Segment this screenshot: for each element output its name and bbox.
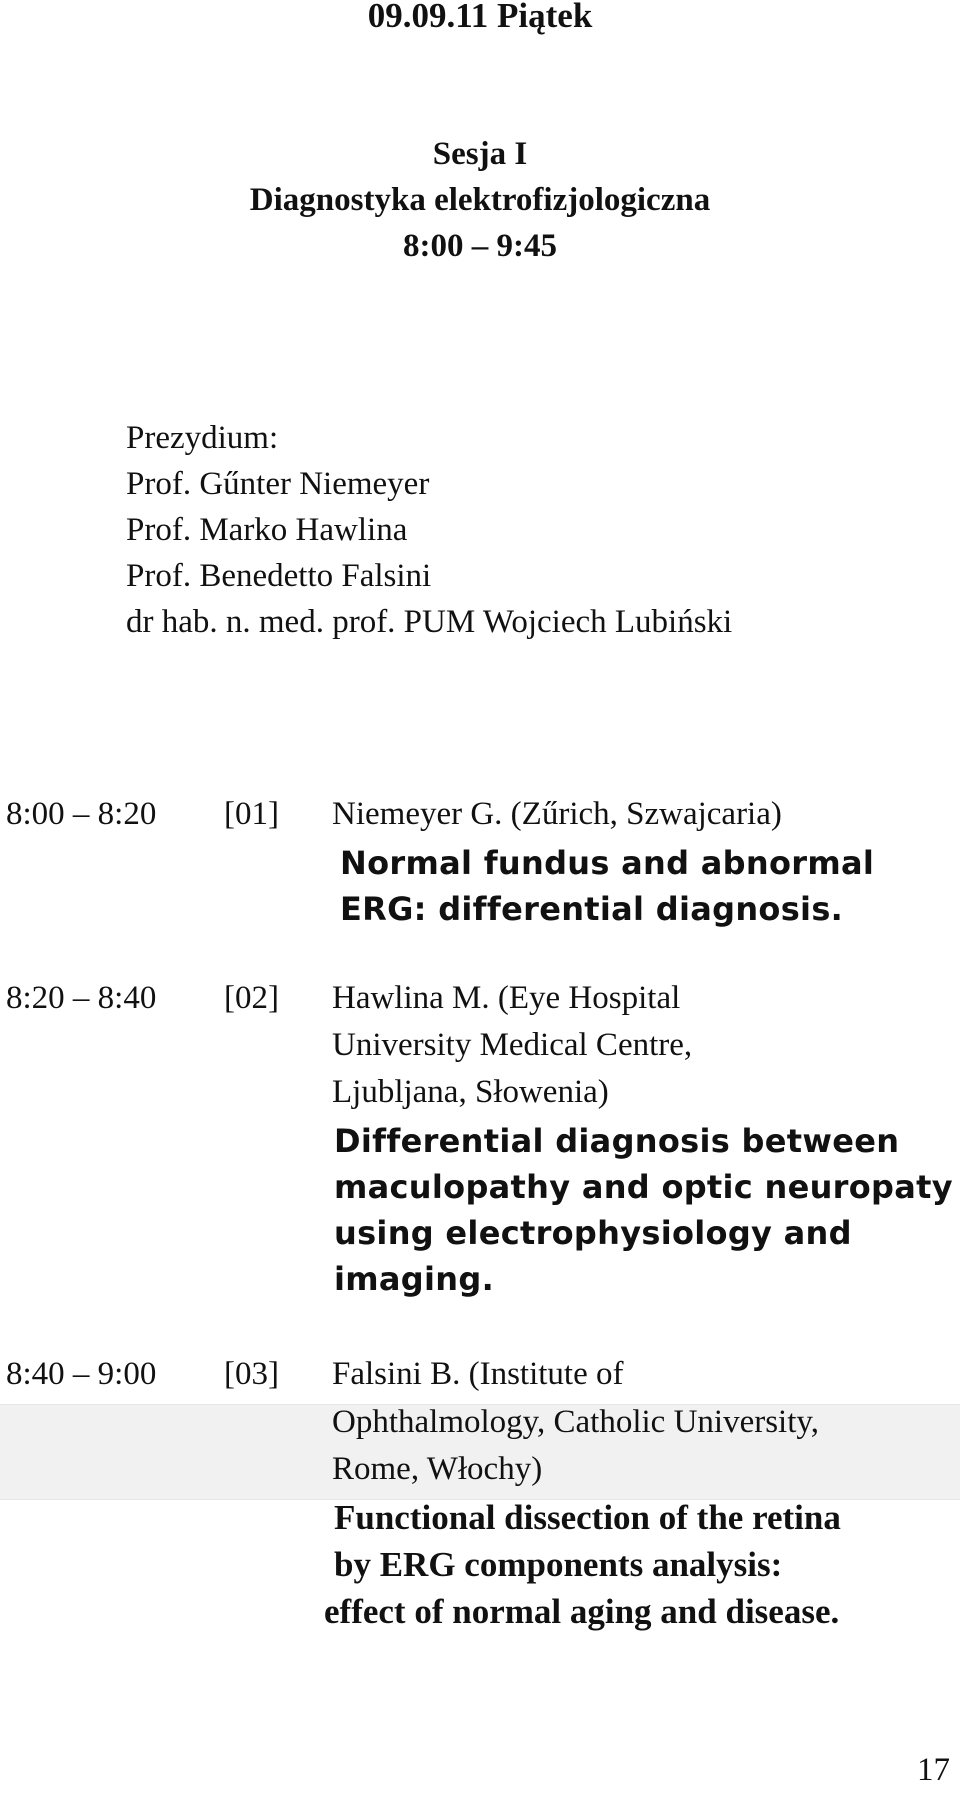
talk-author: Falsini B. (Institute of [332, 1356, 624, 1392]
talk-title: maculopathy and optic neuropaty [334, 1168, 953, 1206]
talk-title: using electrophysiology and [334, 1214, 852, 1252]
talk-title: ERG: differential diagnosis. [340, 890, 844, 928]
talk-title: Normal fundus and abnormal [340, 844, 875, 882]
session-time: 8:00 – 9:45 [403, 228, 557, 264]
talk-title: imaging. [334, 1260, 495, 1298]
talk-title: Differential diagnosis between [334, 1122, 900, 1160]
talk-time: 8:20 – 8:40 [6, 980, 157, 1016]
presidium-member: dr hab. n. med. prof. PUM Wojciech Lubiński [126, 604, 733, 640]
talk-title: Functional dissection of the retina [334, 1498, 841, 1537]
presidium-member: Prof. Gűnter Niemeyer [126, 466, 430, 502]
day-heading: 09.09.11 Piątek [367, 0, 593, 35]
talk-author: Rome, Włochy) [332, 1451, 543, 1487]
talk-code: [02] [224, 980, 279, 1016]
page-number: 17 [917, 1752, 950, 1788]
presidium-label: Prezydium: [126, 420, 279, 456]
presidium-member: Prof. Marko Hawlina [126, 512, 408, 548]
presidium-member: Prof. Benedetto Falsini [126, 558, 432, 594]
talk-time: 8:40 – 9:00 [6, 1356, 157, 1392]
talk-code: [03] [224, 1356, 279, 1392]
session-topic: Diagnostyka elektrofizjologiczna [249, 182, 711, 218]
talk-code: [01] [224, 796, 279, 832]
talk-author: Hawlina M. (Eye Hospital [332, 980, 681, 1016]
session-name: Sesja I [432, 136, 528, 172]
talk-author: Ophthalmology, Catholic University, [332, 1404, 819, 1440]
talk-time: 8:00 – 8:20 [6, 796, 157, 832]
talk-title: by ERG components analysis: [334, 1545, 783, 1584]
talk-author: Ljubljana, Słowenia) [332, 1074, 609, 1110]
talk-title: effect of normal aging and disease. [324, 1592, 840, 1631]
talk-author: Niemeyer G. (Zűrich, Szwajcaria) [332, 796, 782, 832]
talk-author: University Medical Centre, [332, 1027, 693, 1063]
